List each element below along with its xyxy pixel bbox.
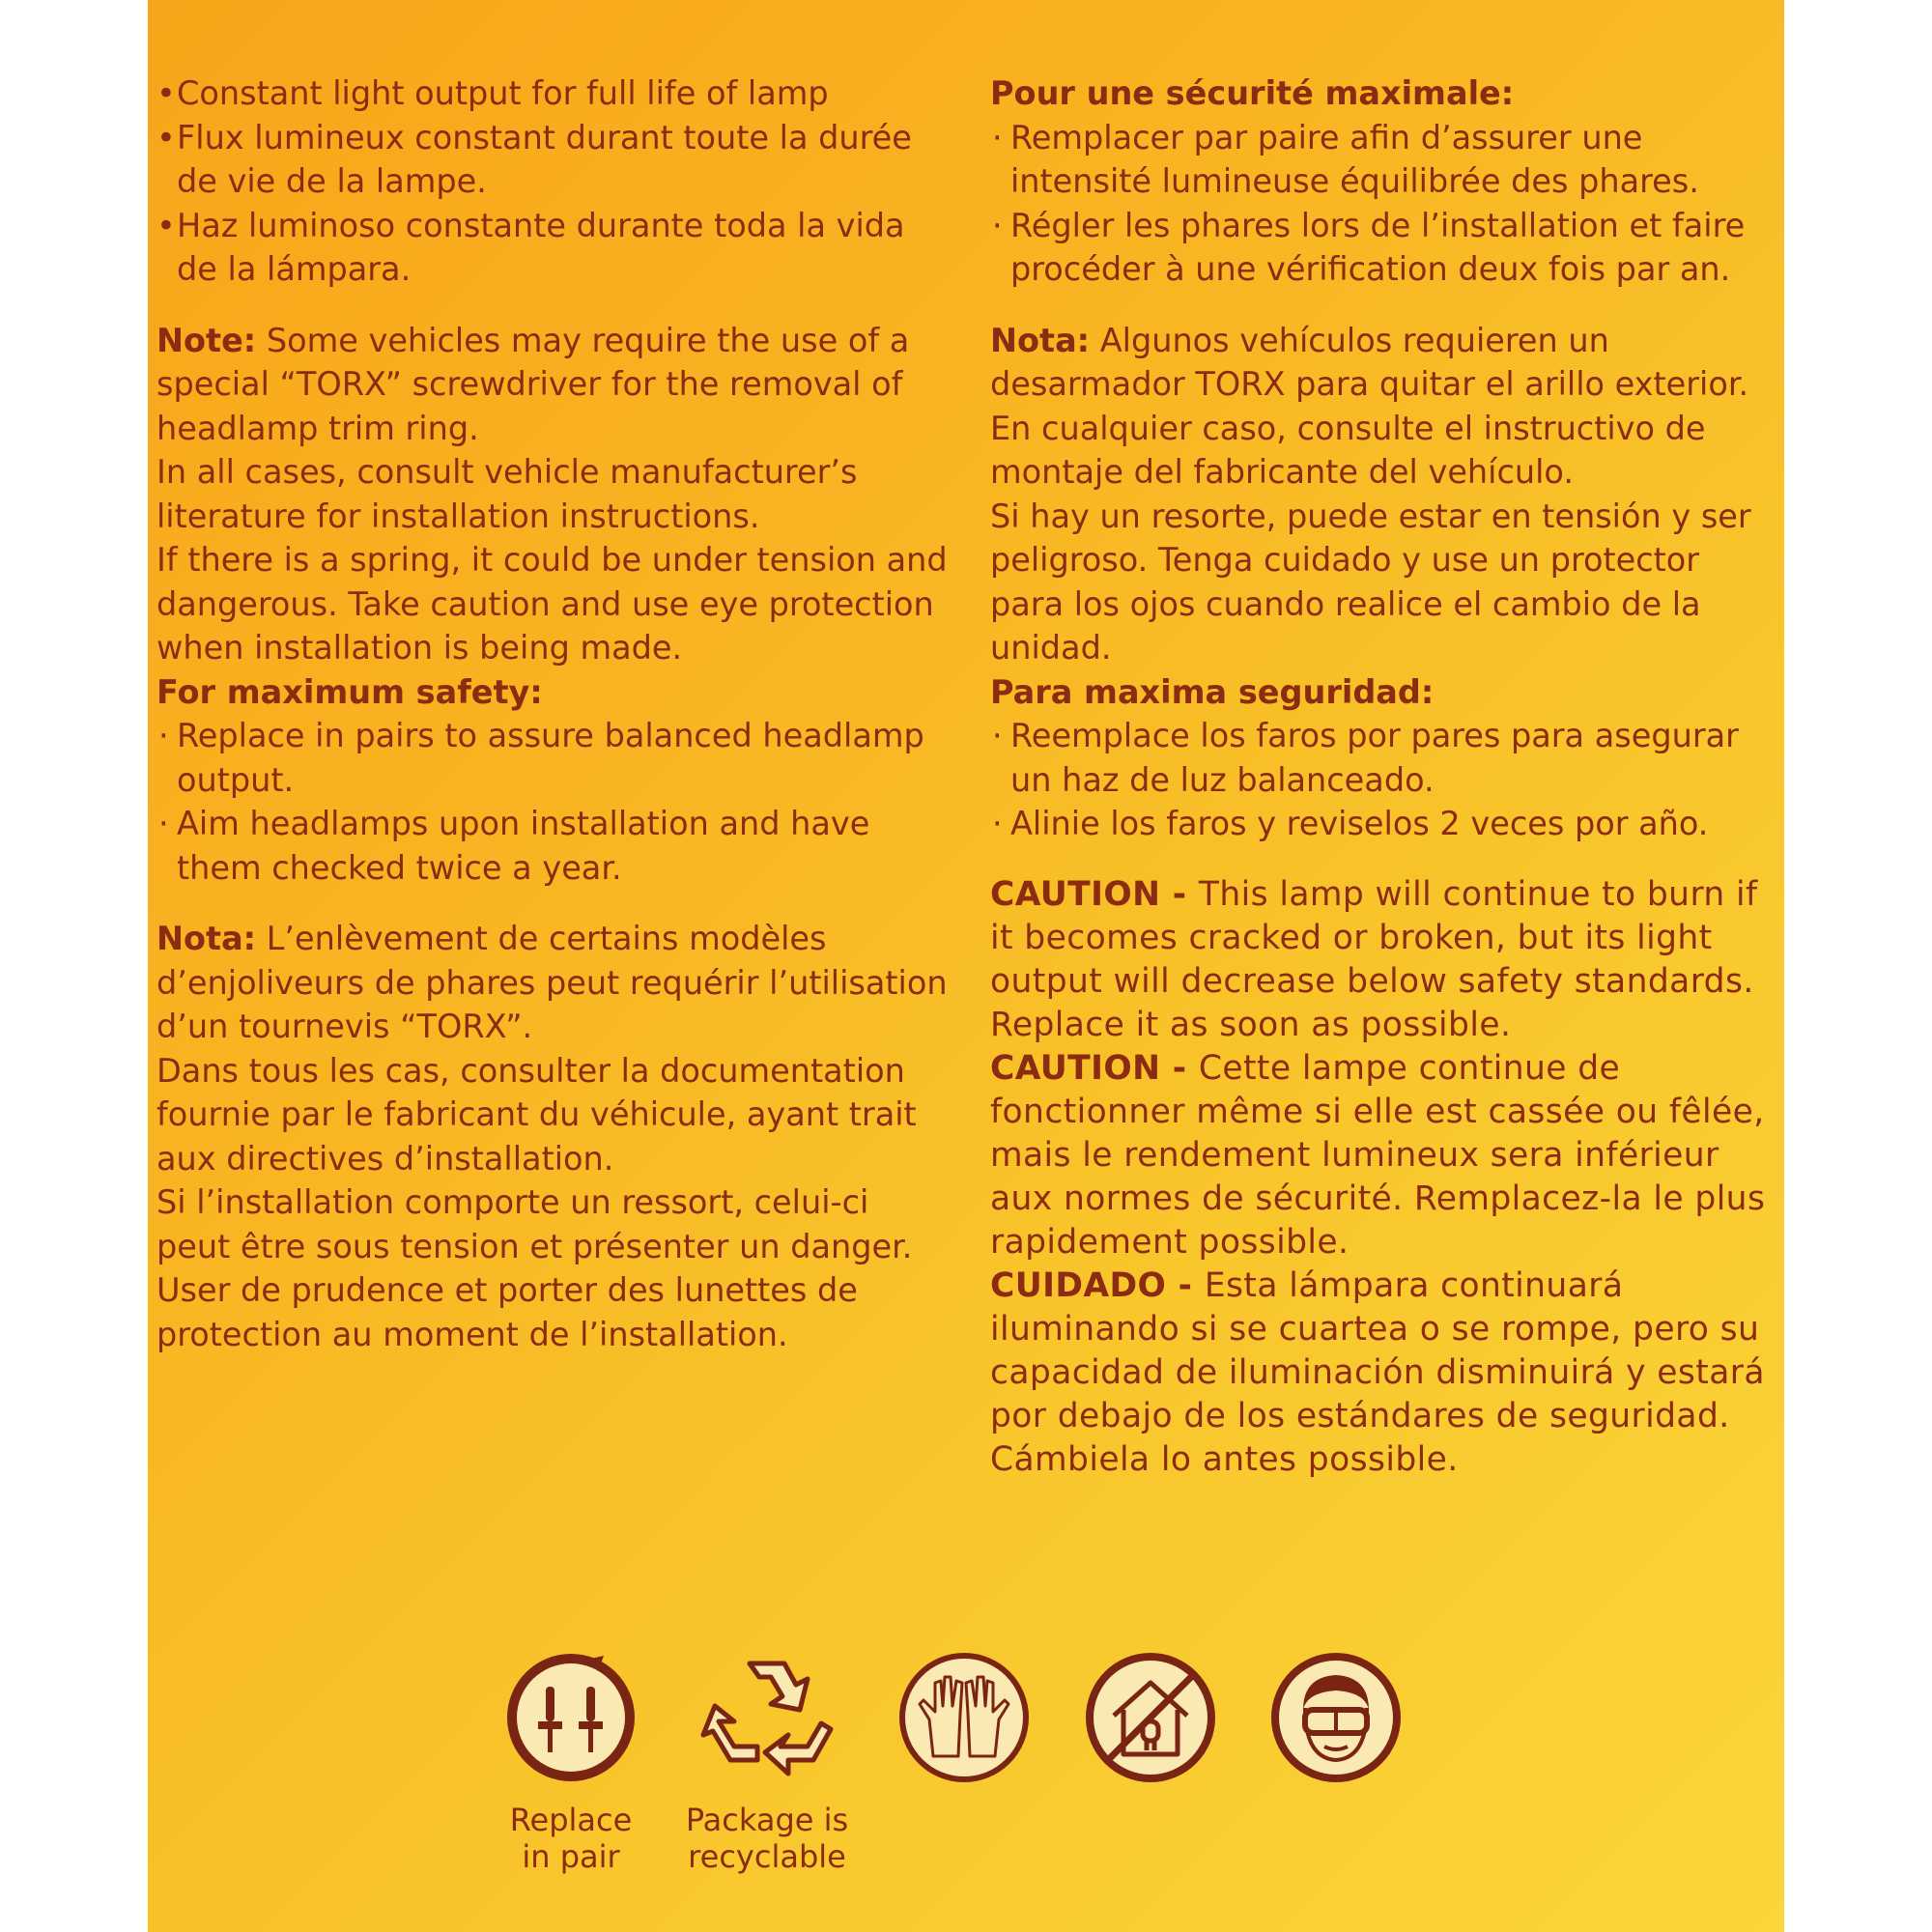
eye-protection-icon [1268, 1650, 1404, 1785]
replace-in-pair-icon [503, 1650, 639, 1785]
caution-es [990, 1264, 1782, 1482]
note-en-line2: In all cases, consult vehicle manufacturer’s literature for installation instructions. [156, 453, 858, 535]
safety-item: · Remplacer par paire afin d’assurer une intensité lumineuse équilibrée des phares. [990, 116, 1782, 204]
no-household-use-icon [1083, 1650, 1218, 1785]
caution-label: CAUTION - [990, 874, 1199, 914]
note-en-line3: If there is a spring, it could be under tension and dangerous. Take caution and use eye protection when installation is being made. [156, 541, 948, 667]
feature-item: • Constant light output for full life of lamp [156, 71, 949, 116]
note-es-line2: En cualquier caso, consulte el instructivo de montaje del fabricante del vehículo. [990, 409, 1706, 491]
note-en [156, 319, 949, 451]
note-text: Algunos vehículos requieren un desarmador TORX para quitar el arillo exterior. [990, 321, 1749, 403]
safety-item: · Alinie los faros y reviselos 2 veces por año. [990, 802, 1782, 846]
note-es [990, 319, 1782, 407]
note-es-line3: Si hay un resorte, puede estar en tensión y ser peligroso. Tenga cuidado y use un protector para los ojos cuando realice el cambio de la unidad. [990, 497, 1751, 667]
note-text: Some vehicles may require the use of a special “TORX” screwdriver for the removal of headlamp trim ring. [156, 321, 910, 447]
note-fr-line3: Si l’installation comporte un ressort, celui-ci peut être sous tension et présenter un danger. User de prudence et porter des lunettes de protection au moment de l’installation. [156, 1183, 913, 1353]
caution-label: CAUTION - [990, 1048, 1199, 1088]
note-fr-line2: Dans tous les cas, consulter la documentation fournie par le fabricant du véhicule, ayant trait aux directives d’installation. [156, 1051, 917, 1178]
caution-fr [990, 1047, 1782, 1264]
icon-label: Replace in pair [509, 1802, 633, 1875]
caution-en [990, 873, 1782, 1047]
note-text: L’enlèvement de certains modèles d’enjoliveurs de phares peut requérir l’utilisation d’un tournevis “TORX”. [156, 920, 948, 1045]
caution-label: CUIDADO - [990, 1265, 1205, 1305]
safety-heading-en: For maximum safety: [156, 672, 543, 711]
safety-heading-fr: Pour une sécurité maximale: [990, 74, 1515, 112]
safety-item: · Replace in pairs to assure balanced headlamp output. [156, 714, 949, 802]
caution-text: This lamp will continue to burn if it becomes cracked or broken, but its light output will decrease below safety standards. Replace it as soon as possible. [990, 874, 1758, 1044]
recycle-icon [699, 1650, 835, 1785]
safety-item: · Reemplace los faros por pares para asegurar un haz de luz balanceado. [990, 714, 1782, 802]
note-fr [156, 917, 949, 1049]
pictogram-row [0, 1650, 1932, 1901]
note-label: Nota: [156, 920, 257, 957]
icon-label: Package is recyclable [685, 1802, 849, 1875]
safety-item: · Aim headlamps upon installation and have them checked twice a year. [156, 802, 949, 890]
left-column [156, 71, 949, 1356]
safety-heading-es: Para maxima seguridad: [990, 672, 1435, 711]
feature-item: • Flux lumineux constant durant toute la durée de vie de la lampe. [156, 116, 949, 204]
note-label: Note: [156, 321, 257, 359]
right-column [990, 71, 1782, 1482]
safety-item: · Régler les phares lors de l’installation et faire procéder à une vérification deux fois par an. [990, 204, 1782, 292]
note-label: Nota: [990, 321, 1091, 359]
caution-text: Cette lampe continue de fonctionner même si elle est cassée ou fêlée, mais le rendement lumineux sera inférieur aux normes de sécurité. Remplacez-la le plus rapidement possible. [990, 1048, 1766, 1262]
gloves-icon [896, 1650, 1032, 1785]
feature-item: • Haz luminoso constante durante toda la vida de la lámpara. [156, 204, 949, 292]
caution-text: Esta lámpara continuará iluminando si se cuartea o se rompe, pero su capacidad de iluminación disminuirá y estará por debajo de los estándares de seguridad. Cámbiela lo antes possible. [990, 1265, 1765, 1479]
